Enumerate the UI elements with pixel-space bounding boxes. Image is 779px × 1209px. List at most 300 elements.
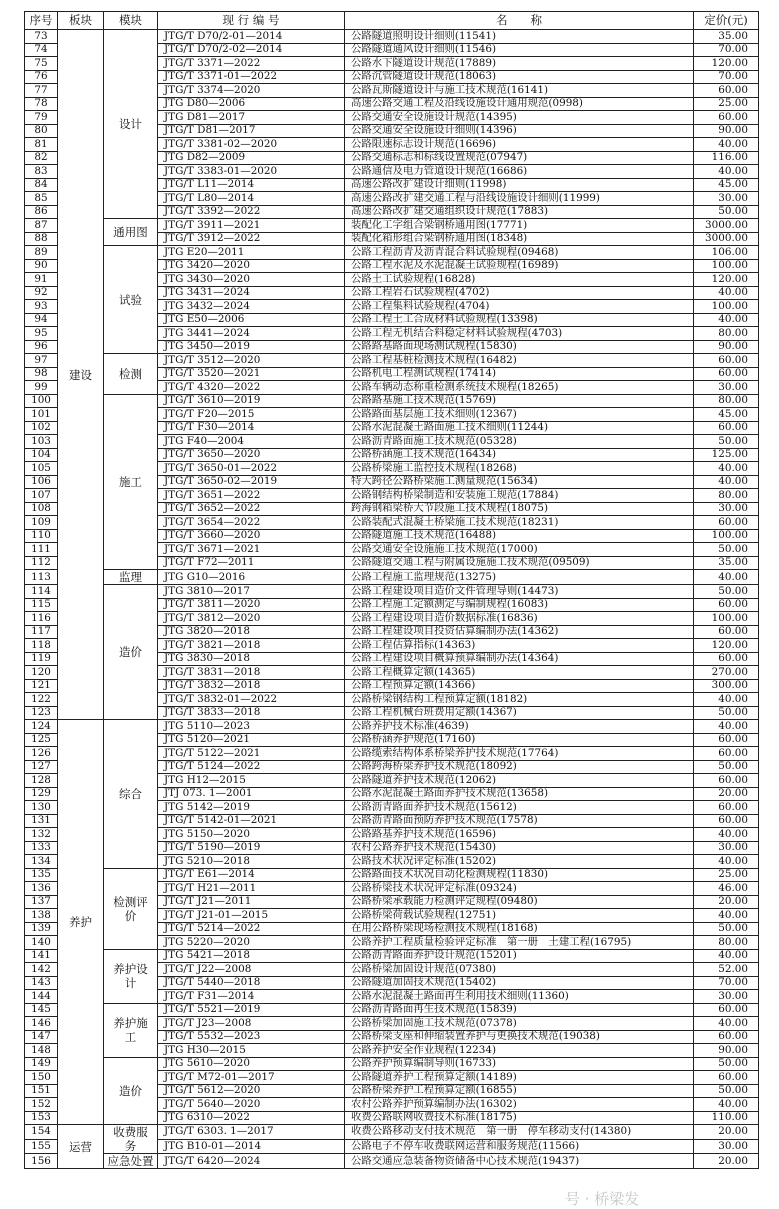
row-code: JTG/T F72—2011 bbox=[158, 556, 345, 570]
row-code: JTG/T 3652—2022 bbox=[158, 502, 345, 516]
row-title: 公路工程建设项目造价文件管理导则(14473) bbox=[345, 585, 694, 599]
row-title: 公路交通安全设施施工技术规范(17000) bbox=[345, 543, 694, 557]
row-title: 公路工程施工监理规范(13275) bbox=[345, 570, 694, 585]
row-title: 公路工程基桩检测技术规程(16482) bbox=[345, 354, 694, 368]
table-row bbox=[25, 1057, 759, 1071]
row-price: 40.00 bbox=[694, 949, 759, 963]
row-code: JTG 3450—2019 bbox=[158, 340, 345, 354]
module-cell: 检测评价 bbox=[104, 868, 158, 949]
row-seq: 145 bbox=[25, 1003, 58, 1017]
row-code: JTG 3810—2017 bbox=[158, 585, 345, 599]
row-price: 120.00 bbox=[694, 273, 759, 287]
row-price: 40.00 bbox=[694, 475, 759, 489]
row-seq: 97 bbox=[25, 354, 58, 368]
row-code: JTG/T 5124—2022 bbox=[158, 760, 345, 774]
row-seq: 77 bbox=[25, 84, 58, 98]
row-code: JTG/T 6420—2024 bbox=[158, 1154, 345, 1169]
row-seq: 149 bbox=[25, 1057, 58, 1071]
row-code: JTG/T E61—2014 bbox=[158, 868, 345, 882]
row-price: 60.00 bbox=[694, 84, 759, 98]
row-title: 公路工程土工合成材料试验规程(13398) bbox=[345, 313, 694, 327]
row-code: JTG B10-01—2014 bbox=[158, 1139, 345, 1154]
row-price: 60.00 bbox=[694, 801, 759, 815]
module-cell: 造价 bbox=[104, 1057, 158, 1125]
row-price: 40.00 bbox=[694, 138, 759, 152]
row-seq: 73 bbox=[25, 30, 58, 44]
module-cell: 综合 bbox=[104, 720, 158, 869]
row-title: 公路隧道养护工程预算定额(14189) bbox=[345, 1071, 694, 1085]
row-price: 20.00 bbox=[694, 895, 759, 909]
row-code: JTG 3430—2020 bbox=[158, 273, 345, 287]
row-code: JTG D80—2006 bbox=[158, 97, 345, 111]
row-code: JTG H12—2015 bbox=[158, 774, 345, 788]
row-price: 50.00 bbox=[694, 1084, 759, 1098]
row-code: JTG 3820—2018 bbox=[158, 625, 345, 639]
row-seq: 96 bbox=[25, 340, 58, 354]
row-seq: 150 bbox=[25, 1071, 58, 1085]
row-code: JTG/T 3811—2020 bbox=[158, 598, 345, 612]
row-title: 公路工程沥青及沥青混合料试验规程(09468) bbox=[345, 246, 694, 260]
row-title: 装配化箱形组合梁钢桥通用图(18348) bbox=[345, 232, 694, 246]
row-code: JTG 5110—2023 bbox=[158, 720, 345, 734]
row-price: 50.00 bbox=[694, 543, 759, 557]
row-seq: 131 bbox=[25, 814, 58, 828]
row-seq: 112 bbox=[25, 556, 58, 570]
row-seq: 155 bbox=[25, 1139, 58, 1154]
row-title: 公路隧道交通工程与附属设施施工技术规范(09509) bbox=[345, 556, 694, 570]
row-title: 公路沥青路面再生技术规范(15839) bbox=[345, 1003, 694, 1017]
row-title: 公路养护技术标准(4639) bbox=[345, 720, 694, 734]
row-code: JTG/T 3832—2018 bbox=[158, 679, 345, 693]
row-code: JTG/T 3371—2022 bbox=[158, 57, 345, 71]
row-code: JTG 3441—2024 bbox=[158, 327, 345, 341]
row-title: 公路瓦斯隧道设计与施工技术规范(16141) bbox=[345, 84, 694, 98]
row-price: 20.00 bbox=[694, 787, 759, 801]
row-title: 公路桥梁钢结构工程预算定额(18182) bbox=[345, 693, 694, 707]
row-seq: 151 bbox=[25, 1084, 58, 1098]
row-seq: 114 bbox=[25, 585, 58, 599]
row-price: 3000.00 bbox=[694, 219, 759, 233]
row-title: 公路养护工程质量检验评定标准 第一册 土建工程(16795) bbox=[345, 936, 694, 950]
row-price: 110.00 bbox=[694, 1111, 759, 1125]
row-price: 80.00 bbox=[694, 489, 759, 503]
row-seq: 88 bbox=[25, 232, 58, 246]
row-code: JTG/T M72-01—2017 bbox=[158, 1071, 345, 1085]
row-price: 30.00 bbox=[694, 192, 759, 206]
row-price: 50.00 bbox=[694, 1057, 759, 1071]
row-title: 公路水泥混凝土路面再生利用技术细则(11360) bbox=[345, 990, 694, 1004]
row-seq: 107 bbox=[25, 489, 58, 503]
row-seq: 92 bbox=[25, 286, 58, 300]
row-price: 60.00 bbox=[694, 1030, 759, 1044]
row-code: JTG/T 3651—2022 bbox=[158, 489, 345, 503]
row-title: 公路车辆动态称重检测系统技术规程(18265) bbox=[345, 381, 694, 395]
row-code: JTG/T H21—2011 bbox=[158, 882, 345, 896]
row-title: 公路桥梁加固施工技术规范(07378) bbox=[345, 1017, 694, 1031]
row-price: 35.00 bbox=[694, 30, 759, 44]
row-seq: 118 bbox=[25, 639, 58, 653]
row-price: 52.00 bbox=[694, 963, 759, 977]
row-seq: 90 bbox=[25, 259, 58, 273]
row-code: JTG/T 5532—2023 bbox=[158, 1030, 345, 1044]
row-price: 60.00 bbox=[694, 516, 759, 530]
row-seq: 101 bbox=[25, 408, 58, 422]
module-cell: 设计 bbox=[104, 30, 158, 219]
row-code: JTG/T 3512—2020 bbox=[158, 354, 345, 368]
row-price: 100.00 bbox=[694, 529, 759, 543]
row-price: 60.00 bbox=[694, 774, 759, 788]
row-price: 50.00 bbox=[694, 706, 759, 720]
header-section: 板块 bbox=[58, 12, 104, 30]
row-code: JTG 5421—2018 bbox=[158, 949, 345, 963]
row-code: JTG/T 4320—2022 bbox=[158, 381, 345, 395]
row-price: 70.00 bbox=[694, 976, 759, 990]
row-seq: 138 bbox=[25, 909, 58, 923]
row-title: 公路工程无机结合料稳定材料试验规程(4703) bbox=[345, 327, 694, 341]
row-price: 50.00 bbox=[694, 922, 759, 936]
row-title: 公路沥青路面养护设计规范(15201) bbox=[345, 949, 694, 963]
row-title: 农村公路养护预算编制办法(16302) bbox=[345, 1098, 694, 1112]
row-code: JTG 5142—2019 bbox=[158, 801, 345, 815]
watermark: 号 · 桥梁发 bbox=[565, 1190, 640, 1208]
row-code: JTG/T J21-01—2015 bbox=[158, 909, 345, 923]
row-seq: 79 bbox=[25, 111, 58, 125]
row-title: 公路工程概算定额(14365) bbox=[345, 666, 694, 680]
section-cell: 建设 bbox=[58, 30, 104, 720]
row-price: 50.00 bbox=[694, 205, 759, 219]
table-row bbox=[25, 868, 759, 882]
row-seq: 98 bbox=[25, 367, 58, 381]
row-title: 高速公路改扩建设计细则(11998) bbox=[345, 178, 694, 192]
row-title: 公路桥梁养护工程预算定额(16855) bbox=[345, 1084, 694, 1098]
row-seq: 100 bbox=[25, 394, 58, 408]
row-seq: 147 bbox=[25, 1030, 58, 1044]
row-code: JTG/T 3831—2018 bbox=[158, 666, 345, 680]
row-title: 公路沥青路面预防养护技术规范(17578) bbox=[345, 814, 694, 828]
header-price: 定价(元) bbox=[694, 12, 759, 30]
row-code: JTG E20—2011 bbox=[158, 246, 345, 260]
table-header-row bbox=[25, 12, 759, 30]
row-price: 40.00 bbox=[694, 720, 759, 734]
row-code: JTG/T 5214—2022 bbox=[158, 922, 345, 936]
row-code: JTG/T D70/2-01—2014 bbox=[158, 30, 345, 44]
module-cell: 通用图 bbox=[104, 219, 158, 246]
row-title: 公路缆索结构体系桥梁养护技术规范(17764) bbox=[345, 747, 694, 761]
row-seq: 153 bbox=[25, 1111, 58, 1125]
row-title: 公路桥梁加固设计规范(07380) bbox=[345, 963, 694, 977]
row-code: JTG 5210—2018 bbox=[158, 855, 345, 869]
row-title: 农村公路养护技术规范(15430) bbox=[345, 841, 694, 855]
row-seq: 81 bbox=[25, 138, 58, 152]
row-title: 公路工程估算指标(14363) bbox=[345, 639, 694, 653]
table-row bbox=[25, 585, 759, 599]
row-price: 35.00 bbox=[694, 556, 759, 570]
row-code: JTG 5220—2020 bbox=[158, 936, 345, 950]
row-seq: 130 bbox=[25, 801, 58, 815]
row-price: 80.00 bbox=[694, 936, 759, 950]
row-price: 80.00 bbox=[694, 394, 759, 408]
row-title: 公路机电工程测试规程(17414) bbox=[345, 367, 694, 381]
row-seq: 82 bbox=[25, 151, 58, 165]
row-code: JTG/T 3520—2021 bbox=[158, 367, 345, 381]
row-price: 106.00 bbox=[694, 246, 759, 260]
row-seq: 116 bbox=[25, 612, 58, 626]
row-price: 25.00 bbox=[694, 868, 759, 882]
header-seq: 序号 bbox=[25, 12, 58, 30]
row-code: JTG/T D81—2017 bbox=[158, 124, 345, 138]
row-price: 60.00 bbox=[694, 652, 759, 666]
row-price: 40.00 bbox=[694, 286, 759, 300]
row-title: 公路交通安全设施设计规范(14395) bbox=[345, 111, 694, 125]
row-seq: 141 bbox=[25, 949, 58, 963]
row-title: 公路路基施工技术规范(15769) bbox=[345, 394, 694, 408]
row-title: 高速公路改扩建交通组织设计规范(17883) bbox=[345, 205, 694, 219]
row-code: JTG F40—2004 bbox=[158, 435, 345, 449]
row-seq: 120 bbox=[25, 666, 58, 680]
row-price: 100.00 bbox=[694, 259, 759, 273]
row-title: 公路桥梁施工监控技术规程(18268) bbox=[345, 462, 694, 476]
row-seq: 80 bbox=[25, 124, 58, 138]
row-seq: 94 bbox=[25, 313, 58, 327]
row-code: JTG 3830—2018 bbox=[158, 652, 345, 666]
row-code: JTG/T 3374—2020 bbox=[158, 84, 345, 98]
row-code: JTG/T F20—2015 bbox=[158, 408, 345, 422]
row-code: JTG/T 3911—2021 bbox=[158, 219, 345, 233]
row-price: 60.00 bbox=[694, 1003, 759, 1017]
row-seq: 95 bbox=[25, 327, 58, 341]
row-code: JTG 5610—2020 bbox=[158, 1057, 345, 1071]
row-code: JTG/T 3812—2020 bbox=[158, 612, 345, 626]
row-code: JTG/T 3650—2020 bbox=[158, 448, 345, 462]
row-title: 公路隧道养护技术规范(12062) bbox=[345, 774, 694, 788]
row-price: 40.00 bbox=[694, 1017, 759, 1031]
row-seq: 122 bbox=[25, 693, 58, 707]
row-code: JTG H30—2015 bbox=[158, 1044, 345, 1058]
row-price: 60.00 bbox=[694, 111, 759, 125]
row-price: 270.00 bbox=[694, 666, 759, 680]
row-seq: 83 bbox=[25, 165, 58, 179]
row-seq: 76 bbox=[25, 70, 58, 84]
row-seq: 91 bbox=[25, 273, 58, 287]
row-code: JTJ 073. 1—2001 bbox=[158, 787, 345, 801]
row-price: 60.00 bbox=[694, 625, 759, 639]
row-title: 跨海钢箱梁桥大节段施工技术规程(18075) bbox=[345, 502, 694, 516]
row-price: 40.00 bbox=[694, 165, 759, 179]
row-code: JTG D82—2009 bbox=[158, 151, 345, 165]
row-title: 在用公路桥梁现场检测技术规程(18168) bbox=[345, 922, 694, 936]
row-seq: 89 bbox=[25, 246, 58, 260]
table-row bbox=[25, 570, 759, 585]
row-code: JTG/T 3671—2021 bbox=[158, 543, 345, 557]
row-seq: 99 bbox=[25, 381, 58, 395]
row-price: 40.00 bbox=[694, 693, 759, 707]
row-price: 125.00 bbox=[694, 448, 759, 462]
row-price: 50.00 bbox=[694, 435, 759, 449]
row-title: 公路工程集料试验规程(4704) bbox=[345, 300, 694, 314]
row-title: 高速公路改扩建交通工程与沿线设施设计细则(11999) bbox=[345, 192, 694, 206]
row-title: 特大跨径公路桥梁施工测量规范(15634) bbox=[345, 475, 694, 489]
row-code: JTG/T F31—2014 bbox=[158, 990, 345, 1004]
row-title: 高速公路交通工程及沿线设施设计通用规范(0998) bbox=[345, 97, 694, 111]
row-seq: 110 bbox=[25, 529, 58, 543]
row-seq: 106 bbox=[25, 475, 58, 489]
row-price: 30.00 bbox=[694, 502, 759, 516]
module-cell: 养护施工 bbox=[104, 1003, 158, 1057]
table-row bbox=[25, 949, 759, 963]
row-price: 3000.00 bbox=[694, 232, 759, 246]
row-price: 20.00 bbox=[694, 1125, 759, 1140]
row-code: JTG/T D70/2-02—2014 bbox=[158, 43, 345, 57]
row-code: JTG/T 5521—2019 bbox=[158, 1003, 345, 1017]
row-seq: 132 bbox=[25, 828, 58, 842]
row-price: 300.00 bbox=[694, 679, 759, 693]
row-code: JTG G10—2016 bbox=[158, 570, 345, 585]
row-title: 公路交通安全设施设计细则(14396) bbox=[345, 124, 694, 138]
row-seq: 84 bbox=[25, 178, 58, 192]
row-code: JTG E50—2006 bbox=[158, 313, 345, 327]
table-row bbox=[25, 30, 759, 44]
row-title: 公路桥梁支座和伸缩装置养护与更换技术规范(19038) bbox=[345, 1030, 694, 1044]
row-seq: 87 bbox=[25, 219, 58, 233]
module-cell: 收费服务 bbox=[104, 1125, 158, 1154]
row-code: JTG/T 5142-01—2021 bbox=[158, 814, 345, 828]
row-title: 公路工程水泥及水泥混凝土试验规程(16989) bbox=[345, 259, 694, 273]
row-code: JTG 5150—2020 bbox=[158, 828, 345, 842]
row-code: JTG/T 3833—2018 bbox=[158, 706, 345, 720]
row-code: JTG/T 5190—2019 bbox=[158, 841, 345, 855]
row-seq: 111 bbox=[25, 543, 58, 557]
row-price: 60.00 bbox=[694, 1071, 759, 1085]
row-title: 公路桥梁荷载试验规程(12751) bbox=[345, 909, 694, 923]
row-title: 公路工程机械台班费用定额(14367) bbox=[345, 706, 694, 720]
row-seq: 123 bbox=[25, 706, 58, 720]
row-code: JTG 5120—2021 bbox=[158, 733, 345, 747]
row-title: 公路隧道通风设计细则(11546) bbox=[345, 43, 694, 57]
row-seq: 85 bbox=[25, 192, 58, 206]
module-cell: 应急处置 bbox=[104, 1154, 158, 1169]
row-code: JTG/T 3821—2018 bbox=[158, 639, 345, 653]
row-code: JTG D81—2017 bbox=[158, 111, 345, 125]
row-title: 装配化工字组合梁钢桥通用图(17771) bbox=[345, 219, 694, 233]
row-seq: 78 bbox=[25, 97, 58, 111]
row-code: JTG 3420—2020 bbox=[158, 259, 345, 273]
row-seq: 119 bbox=[25, 652, 58, 666]
row-title: 公路水泥混凝土路面施工技术细则(11244) bbox=[345, 421, 694, 435]
row-seq: 127 bbox=[25, 760, 58, 774]
row-price: 60.00 bbox=[694, 814, 759, 828]
row-price: 40.00 bbox=[694, 313, 759, 327]
row-seq: 124 bbox=[25, 720, 58, 734]
row-price: 50.00 bbox=[694, 585, 759, 599]
header-code: 现 行 编 号 bbox=[158, 12, 345, 30]
row-title: 公路路面基层施工技术细则(12367) bbox=[345, 408, 694, 422]
row-title: 公路沥青路面施工技术规范(05328) bbox=[345, 435, 694, 449]
header-name: 名 称 bbox=[345, 12, 694, 30]
row-price: 30.00 bbox=[694, 990, 759, 1004]
table-row bbox=[25, 720, 759, 734]
row-seq: 102 bbox=[25, 421, 58, 435]
row-seq: 142 bbox=[25, 963, 58, 977]
row-code: JTG/T 3371-01—2022 bbox=[158, 70, 345, 84]
row-code: JTG 3431—2024 bbox=[158, 286, 345, 300]
row-code: JTG/T J21—2011 bbox=[158, 895, 345, 909]
row-title: 公路钢结构桥梁制造和安装施工规范(17884) bbox=[345, 489, 694, 503]
row-seq: 104 bbox=[25, 448, 58, 462]
table-row bbox=[25, 354, 759, 368]
row-title: 公路交通标志和标线设置规范(07947) bbox=[345, 151, 694, 165]
row-title: 公路通信及电力管道设计规范(16686) bbox=[345, 165, 694, 179]
table-row bbox=[25, 1154, 759, 1169]
row-price: 40.00 bbox=[694, 828, 759, 842]
row-title: 公路隧道施工技术规范(16488) bbox=[345, 529, 694, 543]
row-seq: 117 bbox=[25, 625, 58, 639]
row-price: 50.00 bbox=[694, 760, 759, 774]
row-seq: 128 bbox=[25, 774, 58, 788]
row-seq: 105 bbox=[25, 462, 58, 476]
row-price: 60.00 bbox=[694, 354, 759, 368]
row-title: 公路桥梁技术状况评定标准(09324) bbox=[345, 882, 694, 896]
row-title: 公路隧道加固技术规范(15402) bbox=[345, 976, 694, 990]
row-title: 收费公路联网收费技术标准(18175) bbox=[345, 1111, 694, 1125]
module-cell: 施工 bbox=[104, 394, 158, 570]
row-title: 公路工程建设项目造价数据标准(16836) bbox=[345, 612, 694, 626]
row-seq: 103 bbox=[25, 435, 58, 449]
module-cell: 监理 bbox=[104, 570, 158, 585]
row-seq: 146 bbox=[25, 1017, 58, 1031]
row-code: JTG/T 3650-02—2019 bbox=[158, 475, 345, 489]
row-code: JTG/T L11—2014 bbox=[158, 178, 345, 192]
row-seq: 148 bbox=[25, 1044, 58, 1058]
row-title: 公路交通应急装备物资储备中心技术规范(19437) bbox=[345, 1154, 694, 1169]
row-seq: 74 bbox=[25, 43, 58, 57]
row-seq: 109 bbox=[25, 516, 58, 530]
module-cell: 造价 bbox=[104, 585, 158, 720]
row-code: JTG/T 3381-02—2020 bbox=[158, 138, 345, 152]
row-price: 90.00 bbox=[694, 1044, 759, 1058]
row-title: 公路跨海桥梁养护技术规范(18092) bbox=[345, 760, 694, 774]
row-code: JTG/T 3392—2022 bbox=[158, 205, 345, 219]
row-title: 公路工程建设项目投资估算编制办法(14362) bbox=[345, 625, 694, 639]
row-price: 30.00 bbox=[694, 381, 759, 395]
row-seq: 140 bbox=[25, 936, 58, 950]
row-title: 公路工程预算定额(14366) bbox=[345, 679, 694, 693]
row-title: 公路水泥混凝土路面养护技术规范(13658) bbox=[345, 787, 694, 801]
module-cell: 试验 bbox=[104, 246, 158, 354]
row-title: 公路土工试验规程(16828) bbox=[345, 273, 694, 287]
row-seq: 108 bbox=[25, 502, 58, 516]
row-seq: 113 bbox=[25, 570, 58, 585]
row-seq: 86 bbox=[25, 205, 58, 219]
standards-price-table bbox=[24, 11, 759, 1169]
row-title: 公路工程岩石试验规程(4702) bbox=[345, 286, 694, 300]
row-code: JTG/T 3610—2019 bbox=[158, 394, 345, 408]
row-price: 46.00 bbox=[694, 882, 759, 896]
table-row bbox=[25, 1125, 759, 1140]
table-row bbox=[25, 219, 759, 233]
row-code: JTG 3432—2024 bbox=[158, 300, 345, 314]
row-seq: 75 bbox=[25, 57, 58, 71]
row-title: 公路装配式混凝土桥梁施工技术规范(18231) bbox=[345, 516, 694, 530]
row-price: 100.00 bbox=[694, 612, 759, 626]
row-price: 40.00 bbox=[694, 855, 759, 869]
row-price: 60.00 bbox=[694, 598, 759, 612]
row-price: 60.00 bbox=[694, 367, 759, 381]
row-title: 公路工程施工定额测定与编制规程(16083) bbox=[345, 598, 694, 612]
row-price: 120.00 bbox=[694, 639, 759, 653]
row-code: JTG/T 6303. 1—2017 bbox=[158, 1125, 345, 1140]
row-code: JTG/T 3832-01—2022 bbox=[158, 693, 345, 707]
row-title: 公路限速标志设计规范(16696) bbox=[345, 138, 694, 152]
